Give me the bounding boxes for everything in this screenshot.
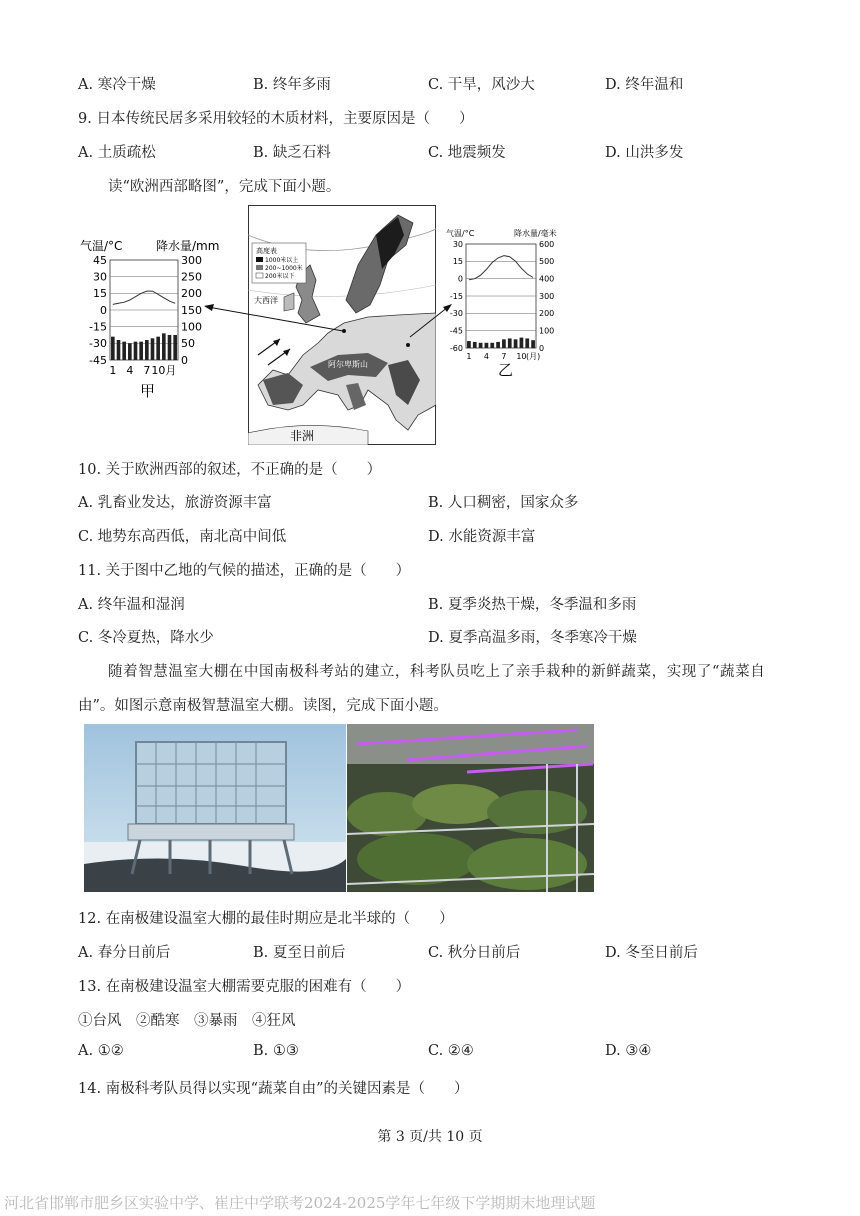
greenhouse-exterior-photo (84, 724, 346, 892)
jia-precip-tick: 0 (181, 353, 188, 367)
yi-precip-bar (496, 342, 500, 348)
pointer-arrows (200, 295, 460, 365)
yi-x-tick: (月) (525, 352, 541, 361)
q11-options-row1 (78, 593, 778, 615)
q11-option-b: B. 夏季炎热干燥，冬季温和多雨 (428, 597, 637, 613)
legend-item-low: 200米以下 (265, 273, 295, 280)
yi-temp-tick: 0 (457, 274, 463, 284)
q13-stem: 13. 在南极建设温室大棚需要克服的困难有（ ） (78, 979, 411, 995)
yi-precip-tick: 200 (539, 309, 555, 319)
q8-option-b: B. 终年多雨 (253, 77, 331, 93)
q13-choices: ①台风 ②酷寒 ③暴雨 ④狂风 (78, 1013, 296, 1029)
yi-precip-tick: 600 (539, 239, 555, 249)
greenhouse-interior-photo (347, 724, 594, 892)
yi-precip-tick: 300 (539, 291, 555, 301)
jia-temp-tick: 30 (93, 270, 107, 284)
q11-option-c: C. 冬冷夏热，降水少 (78, 630, 214, 646)
q12-option-d: D. 冬至日前后 (605, 945, 698, 961)
arrow-to-yi (410, 307, 448, 337)
jia-precip-bar (122, 342, 126, 360)
q10-option-d: D. 水能资源丰富 (428, 529, 536, 545)
q8-option-a: A. 寒冷干燥 (78, 77, 156, 93)
jia-precip-tick: 200 (181, 287, 202, 301)
q12-option-c: C. 秋分日前后 (428, 945, 521, 961)
yi-precip-tick: 100 (539, 326, 555, 336)
jia-precip-bar (173, 335, 177, 360)
yi-precip-bar (479, 343, 483, 348)
atlantic-label: 大西洋 (254, 296, 278, 305)
yi-temp-tick: -60 (449, 343, 463, 353)
yi-ylabel-right: 降水量/毫米 (514, 229, 557, 238)
yi-precip-tick: 0 (539, 343, 545, 353)
jia-precip-bar (139, 342, 143, 360)
q8-option-d: D. 终年温和 (605, 77, 684, 93)
q11-option-a: A. 终年温和湿润 (78, 597, 185, 613)
jia-x-tick: 10月 (151, 364, 177, 377)
arrow-to-jia (208, 307, 343, 331)
jia-x-tick: 4 (126, 364, 134, 377)
jia-precip-tick: 100 (181, 320, 202, 334)
jia-ylabel-right: 降水量/mm (156, 239, 220, 253)
jia-temp-tick: -30 (89, 337, 107, 351)
jia-precip-tick: 250 (181, 270, 202, 284)
yi-temp-tick: 30 (452, 239, 463, 249)
jia-precip-bar (156, 337, 160, 360)
yi-precip-tick: 400 (539, 274, 555, 284)
jia-precip-bar (151, 338, 155, 360)
q9-option-b: B. 缺乏石料 (253, 145, 331, 161)
yi-precip-bar (467, 341, 471, 348)
yi-ylabel-left: 气温/°C (446, 229, 475, 238)
yi-temp-tick: -45 (449, 326, 463, 336)
q10-options-row1 (78, 491, 778, 513)
yi-precip-bar (473, 342, 477, 348)
q12-stem: 12. 在南极建设温室大棚的最佳时期应是北半球的（ ） (78, 911, 454, 927)
q10-option-b: B. 人口稠密，国家众多 (428, 495, 579, 511)
yi-precip-bar (514, 339, 518, 348)
legend-item-high: 1000米以上 (265, 257, 299, 264)
jia-precip-tick: 150 (181, 303, 202, 317)
legend-item-mid: 200~1000米 (265, 265, 303, 272)
q9-stem: 9. 日本传统民居多采用较轻的木质材料，主要原因是（ ） (78, 111, 474, 127)
jia-precip-bar (128, 343, 132, 360)
jia-x-tick: 7 (143, 364, 151, 377)
yi-precip-bar (520, 338, 524, 348)
yi-temp-tick: 15 (452, 257, 463, 267)
q12-option-b: B. 夏至日前后 (253, 945, 346, 961)
jia-precip-bar (134, 342, 138, 360)
yi-x-tick: 10 (516, 352, 527, 361)
legend-title: 高度表 (256, 247, 277, 255)
jia-caption: 甲 (140, 382, 156, 400)
q8-options (78, 73, 778, 95)
climate-chart-yi (446, 226, 576, 376)
yi-precip-bar (502, 339, 506, 348)
jia-temp-tick: 15 (93, 287, 107, 301)
yi-precip-bar (490, 343, 494, 348)
intro-antarctic-line2: 由”。如图示意南极智慧温室大棚。读图，完成下面小题。 (78, 698, 448, 714)
yi-precip-tick: 500 (539, 257, 555, 267)
yi-caption: 乙 (498, 361, 514, 376)
yi-x-tick: 4 (483, 352, 489, 361)
watermark: 河北省邯郸市肥乡区实验中学、崔庄中学联考2024-2025学年七年级下学期期末地理试题 (4, 1194, 596, 1212)
q10-options-row2 (78, 525, 778, 547)
q13-option-c: C. ②④ (428, 1043, 474, 1059)
jia-precip-tick: 300 (181, 253, 202, 267)
jia-x-tick: 1 (109, 364, 117, 377)
jia-temp-tick: -15 (89, 320, 107, 334)
intro-europe: 读“欧洲西部略图”，完成下面小题。 (108, 179, 341, 195)
jia-precip-bar (117, 340, 121, 360)
yi-precip-bar (485, 343, 489, 348)
yi-x-tick: 1 (466, 352, 472, 361)
jia-ylabel-left: 气温/°C (80, 239, 123, 253)
page-footer: 第 3 页/共 10 页 (377, 1129, 483, 1145)
q11-stem: 11. 关于图中乙地的气候的描述，正确的是（ ） (78, 563, 411, 579)
yi-precip-bar (508, 338, 512, 348)
yi-x-tick: 7 (501, 352, 507, 361)
q8-option-c: C. 干旱，风沙大 (428, 77, 535, 93)
yi-temp-tick: -30 (449, 309, 463, 319)
yi-precip-bar (525, 338, 529, 348)
q12-option-a: A. 春分日前后 (78, 945, 171, 961)
yi-temp-tick: -15 (449, 291, 463, 301)
q10-stem: 10. 关于欧洲西部的叙述，不正确的是（ ） (78, 462, 382, 478)
q9-option-d: D. 山洪多发 (605, 145, 684, 161)
africa-label: 非洲 (290, 429, 315, 443)
q10-option-c: C. 地势东高西低，南北高中间低 (78, 529, 287, 545)
alps-label: 阿尔卑斯山 (328, 360, 368, 369)
jia-precip-bar (168, 335, 172, 360)
yi-precip-bar (531, 340, 535, 348)
q13-option-a: A. ①② (78, 1043, 124, 1059)
q9-option-a: A. 土质疏松 (78, 145, 156, 161)
q14-stem: 14. 南极科考队员得以实现“蔬菜自由”的关键因素是（ ） (78, 1081, 469, 1097)
jia-precip-bar (145, 340, 149, 360)
q11-options-row2 (78, 626, 778, 648)
q12-options (78, 941, 778, 963)
q13-option-d: D. ③④ (605, 1043, 652, 1059)
jia-precip-tick: 50 (181, 337, 195, 351)
q13-option-b: B. ①③ (253, 1043, 299, 1059)
jia-temp-tick: 45 (93, 253, 107, 267)
jia-temp-tick: -45 (89, 353, 107, 367)
q13-options (78, 1043, 778, 1065)
q9-option-c: C. 地震频发 (428, 145, 506, 161)
q11-option-d: D. 夏季高温多雨，冬季寒冷干燥 (428, 630, 637, 646)
q10-option-a: A. 乳畜业发达，旅游资源丰富 (78, 495, 272, 511)
jia-temp-tick: 0 (100, 303, 107, 317)
jia-precip-bar (111, 337, 115, 360)
q9-options (78, 141, 778, 163)
jia-precip-bar (162, 333, 166, 360)
intro-antarctic-line1: 随着智慧温室大棚在中国南极科考站的建立，科考队员吃上了亲手栽种的新鲜蔬菜，实现了“蔬菜自 (108, 664, 766, 680)
